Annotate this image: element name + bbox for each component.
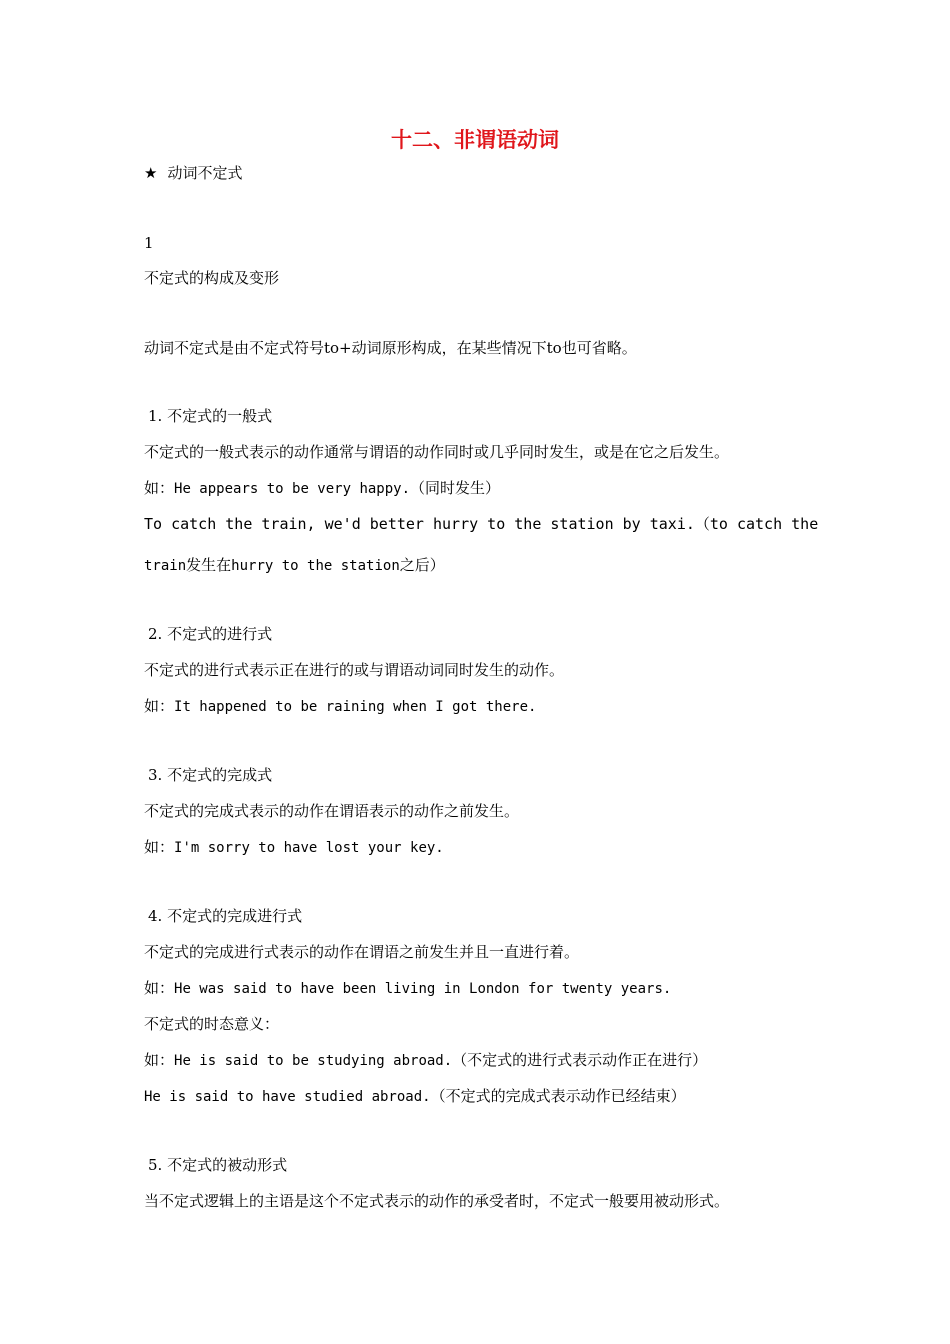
page-title: 十二、非谓语动词: [391, 128, 559, 152]
item5-heading: 5. 不定式的被动形式: [148, 1156, 288, 1174]
example-english: He was said to have been living in London for twenty years.: [174, 981, 672, 997]
example-note: （不定式的完成式表示动作已经结束）: [430, 1087, 686, 1105]
example-note: 发生在: [186, 556, 232, 574]
example-english: He is said to have studied abroad.: [144, 1089, 431, 1105]
example-prefix: 如：: [144, 1051, 175, 1069]
section-heading: [144, 163, 242, 183]
example-english: He appears to be very happy.: [174, 481, 411, 497]
item3-desc: 不定式的完成式表示的动作在谓语表示的动作之前发生。: [144, 802, 520, 820]
item4-example3: [144, 1086, 686, 1107]
item4-example2: [144, 1050, 707, 1071]
example-note: 之后）: [399, 556, 445, 574]
item1-example2-line2: [144, 555, 445, 576]
example-english: I'm sorry to have lost your key.: [174, 840, 444, 856]
intro-paragraph: 动词不定式是由不定式符号to+动词原形构成，在某些情况下to也可省略。: [144, 339, 637, 357]
section-number: 1: [144, 234, 154, 252]
example-prefix: 如：: [144, 979, 175, 997]
item1-example1: [144, 478, 500, 499]
item3-heading: 3. 不定式的完成式: [148, 766, 273, 784]
example-english: hurry to the station: [231, 558, 400, 574]
example-english: He is said to be studying abroad.: [174, 1053, 453, 1069]
item4-heading: 4. 不定式的完成进行式: [148, 907, 303, 925]
item1-example2-line1: To catch the train, we'd better hurry to the station by taxi.（to catch the: [144, 515, 819, 533]
item4-example: [144, 978, 671, 999]
example-prefix: 如：: [144, 838, 175, 856]
star-icon: ★: [144, 164, 158, 182]
example-prefix: 如：: [144, 697, 175, 715]
item4-desc: 不定式的完成进行式表示的动作在谓语之前发生并且一直进行着。: [144, 943, 580, 961]
example-note: （不定式的进行式表示动作正在进行）: [452, 1051, 708, 1069]
section-heading-text: 动词不定式: [167, 164, 243, 182]
item2-heading: 2. 不定式的进行式: [148, 625, 273, 643]
item3-example: [144, 837, 444, 858]
item1-desc: 不定式的一般式表示的动作通常与谓语的动作同时或几乎同时发生，或是在它之后发生。: [144, 443, 730, 461]
item5-desc: 当不定式逻辑上的主语是这个不定式表示的动作的承受者时，不定式一般要用被动形式。: [144, 1192, 730, 1210]
item1-heading: 1. 不定式的一般式: [148, 407, 273, 425]
example-english: train: [144, 558, 187, 574]
example-note: （同时发生）: [410, 479, 501, 497]
example-english: It happened to be raining when I got there.: [174, 699, 537, 715]
item4-tense-heading: 不定式的时态意义：: [144, 1015, 280, 1033]
item2-example: [144, 696, 536, 717]
item2-desc: 不定式的进行式表示正在进行的或与谓语动词同时发生的动作。: [144, 661, 565, 679]
sub-heading: 不定式的构成及变形: [144, 269, 280, 287]
example-prefix: 如：: [144, 479, 175, 497]
